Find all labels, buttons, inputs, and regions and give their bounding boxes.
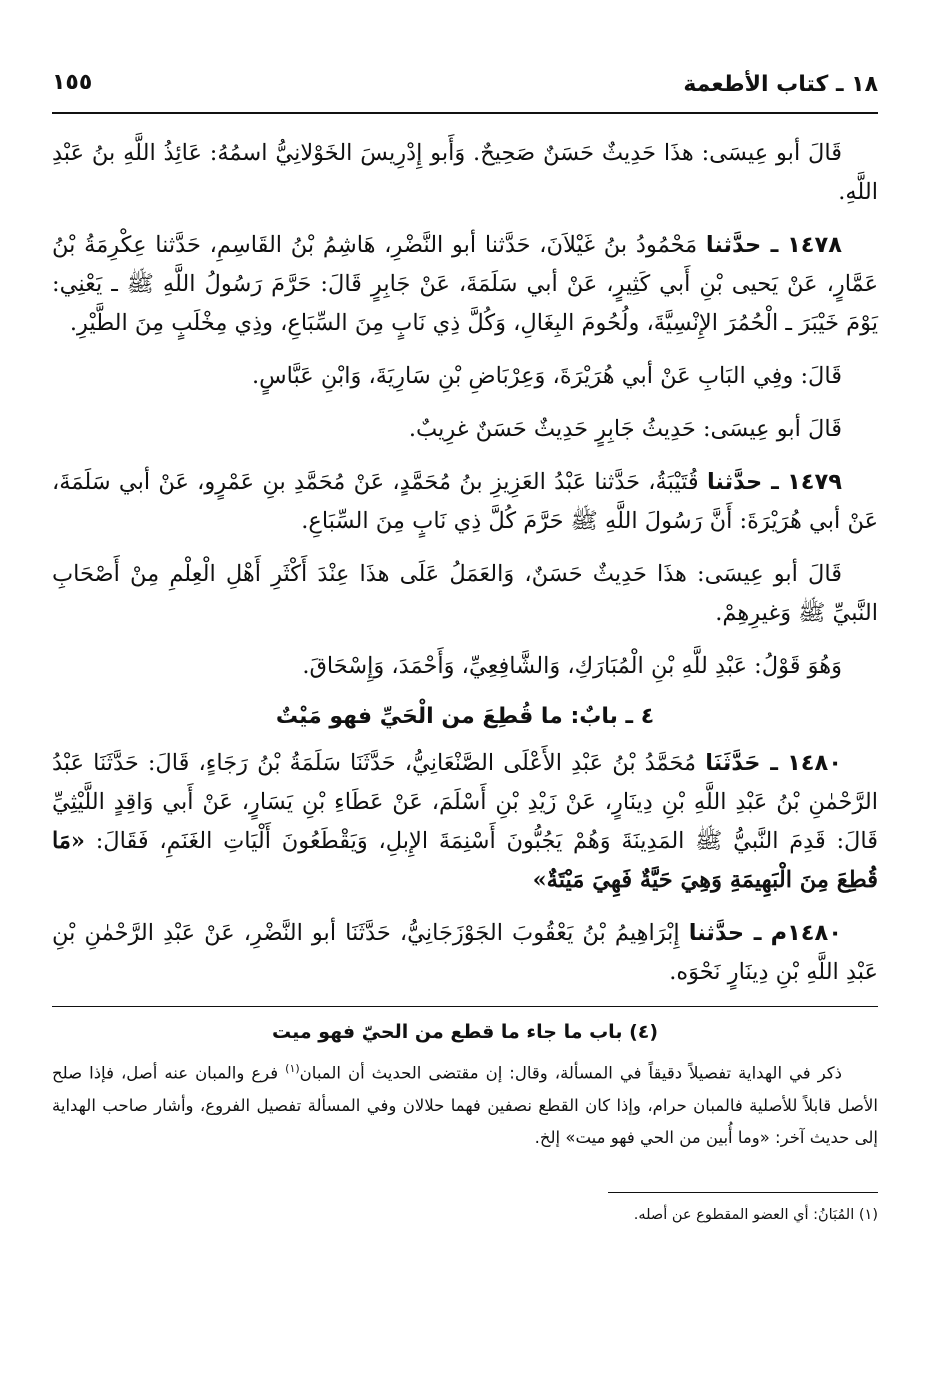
hadith-number: ١٤٧٩ bbox=[787, 469, 843, 495]
paragraph-abu-isa-3: قَالَ أبو عِيسَى: هذَا حَدِيثٌ حَسَنٌ، وَالعَمَلُ عَلَى هذَا عِنْدَ أَكْثَرِ أَهْلِ الْعِلْمِ مِنْ أَصْحَابِ النَّبيِّ ﷺ وَغيرِهِمْ. bbox=[52, 561, 878, 626]
hadith-number: ١٤٧٨ bbox=[787, 232, 843, 258]
hadith-1480m bbox=[52, 914, 878, 992]
hadith-text: إِبْرَاهِيمُ بْنُ يَعْقُوبَ الجَوْزَجَانِيُّ، حَدَّثَنَا أبو النَّضْرِ، عَنْ عَبْدِ الرَّحْمٰنِ بْنِ عَبْدِ اللَّهِ بْنِ دِينَارٍ نَحْوَه. bbox=[52, 920, 878, 985]
footnote-divider bbox=[608, 1192, 878, 1193]
hadith-number: ١٤٨٠م bbox=[770, 920, 843, 946]
hadith-1480 bbox=[52, 744, 878, 900]
paragraph-scholars: وَهُوَ قَوْلُ: عَبْدِ للَّهِ بْنِ الْمُبَارَكِ، وَالشَّافِعِيِّ، وَأَحْمَدَ، وَإِسْحَاقَ. bbox=[302, 653, 842, 679]
commentary-text bbox=[52, 1053, 878, 1154]
hadith-text: مُحَمَّدُ بْنُ عَبْدِ الأَعْلَى الصَّنْعَانِيُّ، حَدَّثَنَا سَلَمَةُ بْنُ رَجَاءٍ، قَالَ: حَدَّثَنَا عَبْدُ الرَّحْمٰنِ بْنُ عَبْدِ اللَّهِ بْنِ دِينَارٍ، عَنْ زَيْدِ بْنِ أَسْلَمَ، عَنْ عَطَاءِ بْنِ يَسَارٍ، عَنْ أَبي وَاقِدٍ اللَّيْثِيِّ قَالَ: قَدِمَ النَّبيُّ ﷺ المَدِينَةَ وَهُمْ يَجُبُّونَ أَسْنِمَةَ الإِبلِ، وَيَقْطَعُونَ أَلْيَاتِ الغَنَمِ، فَقَالَ: bbox=[52, 750, 878, 854]
commentary-divider bbox=[52, 1006, 878, 1007]
hadith-quote: «مَا قُطِعَ مِنَ الْبَهِيمَةِ وَهِيَ حَيَّةٌ فَهِيَ مَيْتَةٌ» bbox=[52, 828, 878, 893]
footnote-reference: (١) bbox=[285, 1062, 300, 1075]
book-page bbox=[52, 60, 878, 1227]
main-text bbox=[52, 134, 878, 992]
bab-heading: ٤ ـ بابٌ: ما قُطِعَ من الْحَيِّ فهو مَيْتٌ bbox=[275, 704, 655, 729]
hadith-lead: ـ حدَّثنا bbox=[688, 920, 762, 946]
hadith-lead: ـ حَدَّثَنَا bbox=[705, 750, 778, 776]
hadith-1479 bbox=[52, 463, 878, 541]
commentary-text-part1: ذكر في الهداية تفصيلاً دقيقاً في المسألة، وقال: إن مقتضى الحديث أن المبان bbox=[299, 1063, 842, 1083]
hadith-1478 bbox=[52, 226, 878, 343]
page-header bbox=[52, 60, 878, 114]
paragraph-abu-isa-1: قَالَ أبو عِيسَى: هذَا حَدِيثٌ حَسَنٌ صَحِيحٌ. وَأَبو إِدْرِيسَ الخَوْلانِيُّ اسمُهُ: عَائِذُ اللَّهِ بنُ عَبْدِ اللَّهِ. bbox=[52, 140, 878, 205]
paragraph-bab-note: قَالَ: وفِي البَابِ عَنْ أبي هُرَيْرَةَ، وَعِرْبَاضِ بْنِ سَارِيَةَ، وَابْنِ عَبَّاسٍ. bbox=[252, 363, 842, 389]
commentary-text-part2: فرع والمبان عنه أصل، فإذا صلح الأصل قابلاً للأصلية فالمبان حرام، وإذا كان القطع نصفين فهما حلالان وفي المسألة تفصيل الفروع، وأشار صاحب الهداية إلى حديث آخر: «وما أُبين من الحي فهو ميت» إلخ. bbox=[52, 1063, 878, 1147]
hadith-number: ١٤٨٠ bbox=[787, 750, 843, 776]
commentary-title: (٤) باب ما جاء ما قطع من الحيّ فهو ميت bbox=[271, 1021, 659, 1043]
paragraph-abu-isa-2: قَالَ أبو عِيسَى: حَدِيثُ جَابِرٍ حَدِيثٌ حَسَنٌ غرِيبٌ. bbox=[408, 416, 842, 442]
hadith-text: مَحْمُودُ بنُ غَيْلاَنَ، حَدَّثنا أبو النَّضْرِ، هَاشِمُ بْنُ القَاسِمِ، حَدَّثنا عِكْرِمَةُ بْنُ عَمَّارٍ، عَنْ يَحيى بْنِ أَبي كَثِيرٍ، عَنْ أبي سَلَمَةَ، عَنْ جَابِرٍ قَالَ: حَرَّمَ رَسُولُ اللَّهِ ﷺ ـ يَعْنِي: يَوْمَ خَيْبَرَ ـ الْحُمُرَ الإِنْسِيَّةَ، ولُحُومَ البِغَالِ، وَكُلَّ ذِي نَابٍ مِنَ السِّبَاعِ، وذِي مِخْلَبٍ مِنَ الطَّيْرِ. bbox=[52, 232, 878, 336]
hadith-lead: ـ حدَّثنا bbox=[705, 232, 779, 258]
chapter-title: ١٨ ـ كتاب الأطعمة bbox=[683, 72, 878, 97]
hadith-lead: ـ حدَّثنا bbox=[706, 469, 779, 495]
hadith-text: قُتَيْبَةُ، حَدَّثنا عَبْدُ العَزِيزِ بنُ مُحَمَّدٍ، عَنْ مُحَمَّدِ بنِ عَمْرٍو، عَنْ أبي سَلَمَةَ، عَنْ أبي هُرَيْرَةَ: أَنَّ رَسُولَ اللَّهِ ﷺ حَرَّمَ كُلَّ ذِي نَابٍ مِنَ السِّبَاعِ. bbox=[52, 469, 878, 534]
page-number: ١٥٥ bbox=[52, 70, 93, 95]
footnote: (١) المُبَانُ: أي العضو المقطوع عن أصله. bbox=[633, 1206, 878, 1223]
commentary-section bbox=[52, 1017, 878, 1154]
